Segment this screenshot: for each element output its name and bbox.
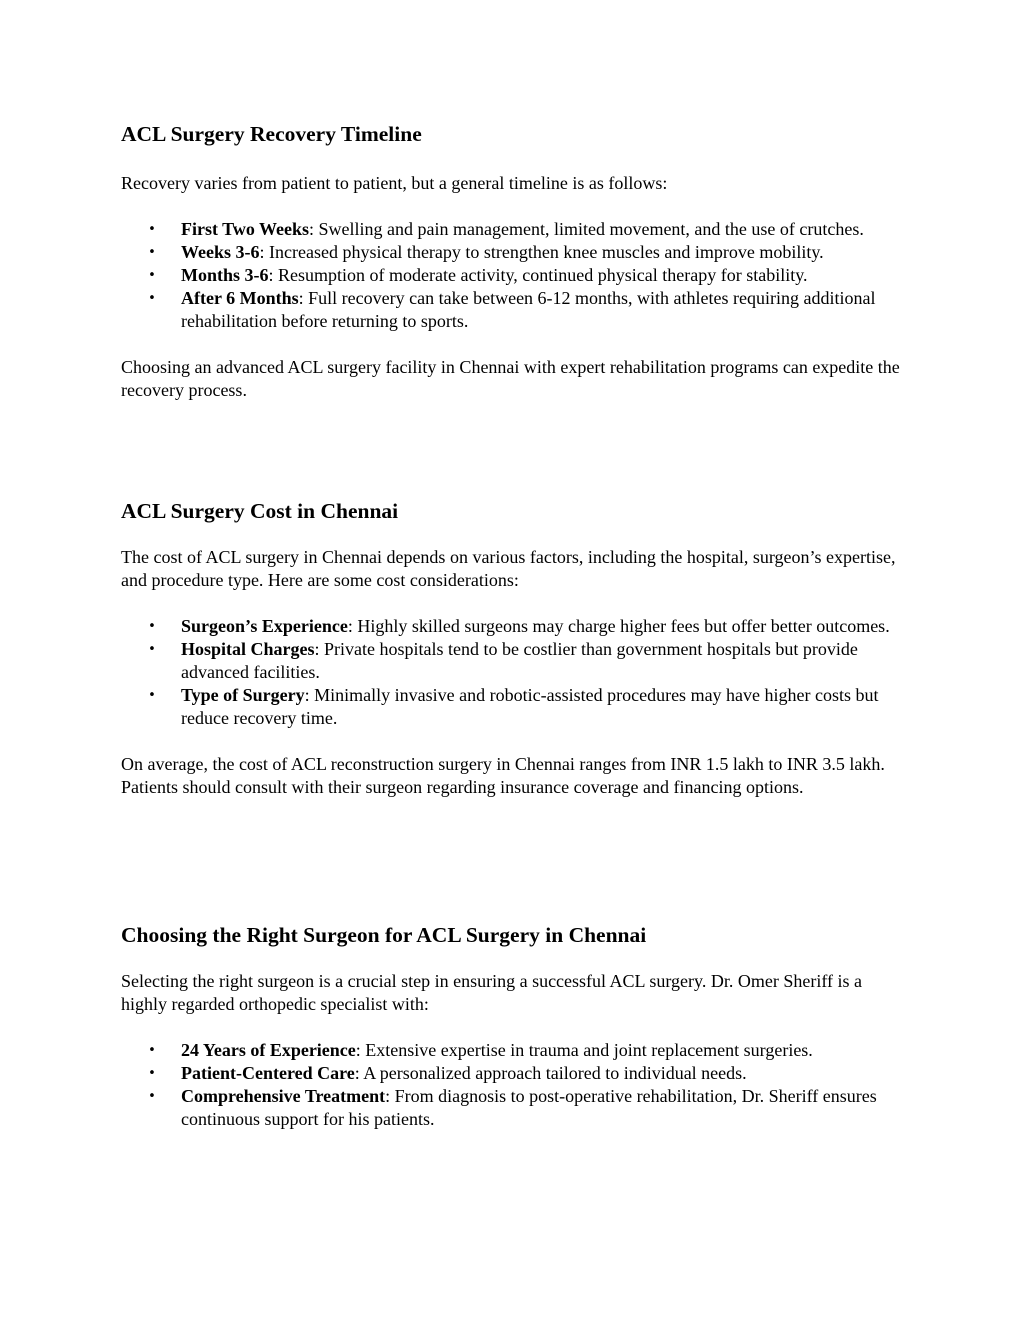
list-item-text: : Minimally invasive and robotic-assisted procedures may have higher costs but reduce recovery time. bbox=[181, 685, 879, 728]
bullet-icon: • bbox=[148, 619, 156, 634]
section-heading: Choosing the Right Surgeon for ACL Surgery in Chennai bbox=[121, 923, 647, 947]
bullet-icon: • bbox=[148, 688, 156, 703]
section-heading: ACL Surgery Recovery Timeline bbox=[121, 122, 422, 146]
list-item-term: First Two Weeks bbox=[181, 219, 310, 239]
section-choosing-surgeon bbox=[121, 922, 911, 1131]
list-item bbox=[121, 684, 911, 730]
list-item bbox=[121, 241, 911, 264]
section-closing: Choosing an advanced ACL surgery facility in Chennai with expert rehabilitation programs can expedite the recovery process. bbox=[121, 357, 900, 400]
list-item bbox=[121, 615, 911, 638]
list-item-term: Surgeon’s Experience bbox=[181, 616, 348, 636]
section-cost bbox=[121, 498, 911, 799]
list-item-text: : Highly skilled surgeons may charge higher fees but offer better outcomes. bbox=[347, 616, 890, 636]
bullet-icon: • bbox=[148, 268, 156, 283]
list-item-text: : From diagnosis to post-operative rehabilitation, Dr. Sheriff ensures continuous support for his patients. bbox=[181, 1086, 877, 1129]
list-item bbox=[121, 218, 911, 241]
list-item-text: : Swelling and pain management, limited movement, and the use of crutches. bbox=[309, 219, 864, 239]
list-item-term: Type of Surgery bbox=[181, 685, 305, 705]
list-item-term: Months 3-6 bbox=[181, 265, 269, 285]
bullet-icon: • bbox=[148, 1043, 156, 1058]
bullet-list bbox=[121, 218, 911, 333]
list-item-text: : A personalized approach tailored to individual needs. bbox=[354, 1063, 747, 1083]
list-item-text: : Private hospitals tend to be costlier than government hospitals but provide advanced facilities. bbox=[181, 639, 858, 682]
list-item-term: 24 Years of Experience bbox=[181, 1040, 356, 1060]
list-item bbox=[121, 1085, 911, 1131]
list-item-text: : Increased physical therapy to strengthen knee muscles and improve mobility. bbox=[259, 242, 824, 262]
section-intro: Recovery varies from patient to patient, but a general timeline is as follows: bbox=[121, 173, 668, 193]
list-item-term: Patient-Centered Care bbox=[181, 1063, 355, 1083]
bullet-icon: • bbox=[148, 291, 156, 306]
bullet-icon: • bbox=[148, 222, 156, 237]
section-recovery-timeline bbox=[121, 121, 911, 402]
bullet-icon: • bbox=[148, 1066, 156, 1081]
bullet-list bbox=[121, 615, 911, 730]
list-item bbox=[121, 287, 911, 333]
list-item bbox=[121, 638, 911, 684]
section-intro: Selecting the right surgeon is a crucial step in ensuring a successful ACL surgery. Dr. Omer Sheriff is a highly regarded orthopedic specialist with: bbox=[121, 971, 863, 1014]
bullet-icon: • bbox=[148, 245, 156, 260]
bullet-icon: • bbox=[148, 1089, 156, 1104]
list-item-text: : Extensive expertise in trauma and joint replacement surgeries. bbox=[355, 1040, 813, 1060]
bullet-icon: • bbox=[148, 642, 156, 657]
list-item-term: Comprehensive Treatment bbox=[181, 1086, 386, 1106]
list-item-text: : Full recovery can take between 6-12 months, with athletes requiring additional rehabilitation before returning to sports. bbox=[181, 288, 876, 331]
list-item-term: Hospital Charges bbox=[181, 639, 315, 659]
section-closing: On average, the cost of ACL reconstruction surgery in Chennai ranges from INR 1.5 lakh to INR 3.5 lakh. Patients should consult with their surgeon regarding insurance coverage and financing options. bbox=[121, 754, 885, 797]
list-item bbox=[121, 1062, 911, 1085]
section-intro: The cost of ACL surgery in Chennai depends on various factors, including the hospital, surgeon’s expertise, and procedure type. Here are some cost considerations: bbox=[121, 547, 896, 590]
list-item-term: After 6 Months bbox=[181, 288, 299, 308]
list-item bbox=[121, 1039, 911, 1062]
section-heading: ACL Surgery Cost in Chennai bbox=[121, 499, 399, 523]
list-item-text: : Resumption of moderate activity, continued physical therapy for stability. bbox=[268, 265, 808, 285]
list-item-term: Weeks 3-6 bbox=[181, 242, 260, 262]
list-item bbox=[121, 264, 911, 287]
bullet-list bbox=[121, 1039, 911, 1131]
